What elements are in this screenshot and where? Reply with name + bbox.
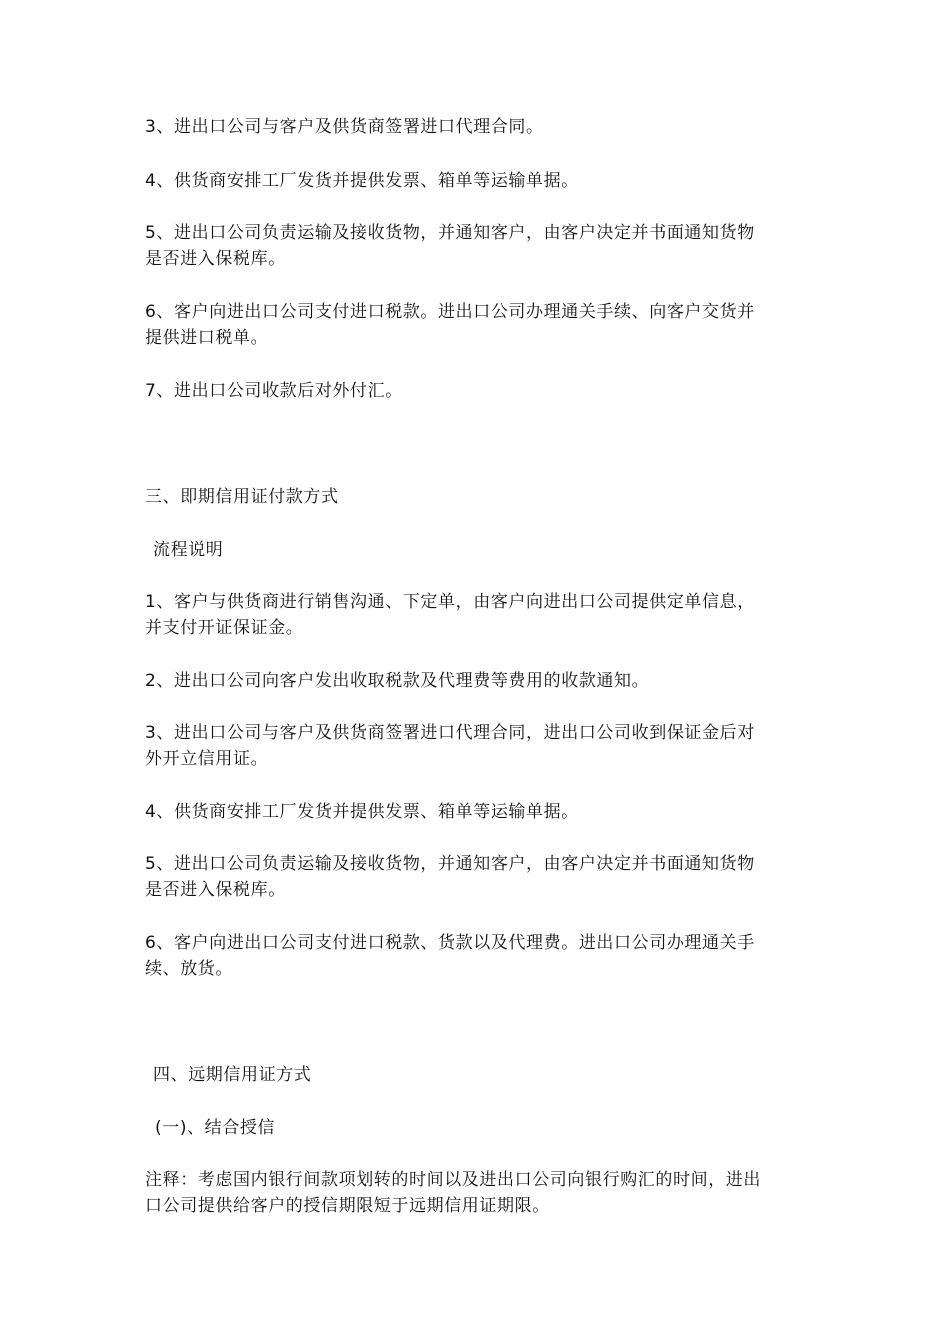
lc-step-5-line1: 5、进出口公司负责运输及接收货物，并通知客户，由客户决定并书面通知货物 xyxy=(145,854,755,874)
step-7-remittance: 7、进出口公司收款后对外付汇。 xyxy=(145,381,403,401)
step-6-payment-line1: 6、客户向进出口公司支付进口税款。进出口公司办理通关手续、向客户交货并 xyxy=(145,302,755,322)
step-4-shipping: 4、供货商安排工厂发货并提供发票、箱单等运输单据。 xyxy=(145,171,579,191)
lc-step-6-line2: 续、放货。 xyxy=(145,959,233,979)
lc-step-1-line1: 1、客户与供货商进行销售沟通、下定单，由客户向进出口公司提供定单信息， xyxy=(145,592,755,612)
section-4-heading: 四、远期信用证方式 xyxy=(153,1065,312,1085)
lc-step-2: 2、进出口公司向客户发出收取税款及代理费等费用的收款通知。 xyxy=(145,671,650,691)
subsection-1-heading: (一)、结合授信 xyxy=(155,1118,276,1138)
lc-step-5-line2: 是否进入保税库。 xyxy=(145,880,286,900)
lc-step-1-line2: 并支付开证保证金。 xyxy=(145,618,304,638)
section-3-heading: 三、即期信用证付款方式 xyxy=(145,487,339,507)
lc-step-4: 4、供货商安排工厂发货并提供发票、箱单等运输单据。 xyxy=(145,802,579,822)
step-5-transport-line2: 是否进入保税库。 xyxy=(145,249,286,269)
note-line1: 注释：考虑国内银行间款项划转的时间以及进出口公司向银行购汇的时间，进出 xyxy=(145,1170,761,1190)
step-3-contract: 3、进出口公司与客户及供货商签署进口代理合同。 xyxy=(145,117,544,137)
lc-step-6-line1: 6、客户向进出口公司支付进口税款、货款以及代理费。进出口公司办理通关手 xyxy=(145,933,755,953)
lc-step-3-line1: 3、进出口公司与客户及供货商签署进口代理合同，进出口公司收到保证金后对 xyxy=(145,723,755,743)
flow-description-subheading: 流程说明 xyxy=(153,540,224,560)
note-line2: 口公司提供给客户的授信期限短于远期信用证期限。 xyxy=(145,1196,550,1216)
step-6-payment-line2: 提供进口税单。 xyxy=(145,328,269,348)
lc-step-3-line2: 外开立信用证。 xyxy=(145,749,269,769)
step-5-transport-line1: 5、进出口公司负责运输及接收货物，并通知客户，由客户决定并书面通知货物 xyxy=(145,223,755,243)
